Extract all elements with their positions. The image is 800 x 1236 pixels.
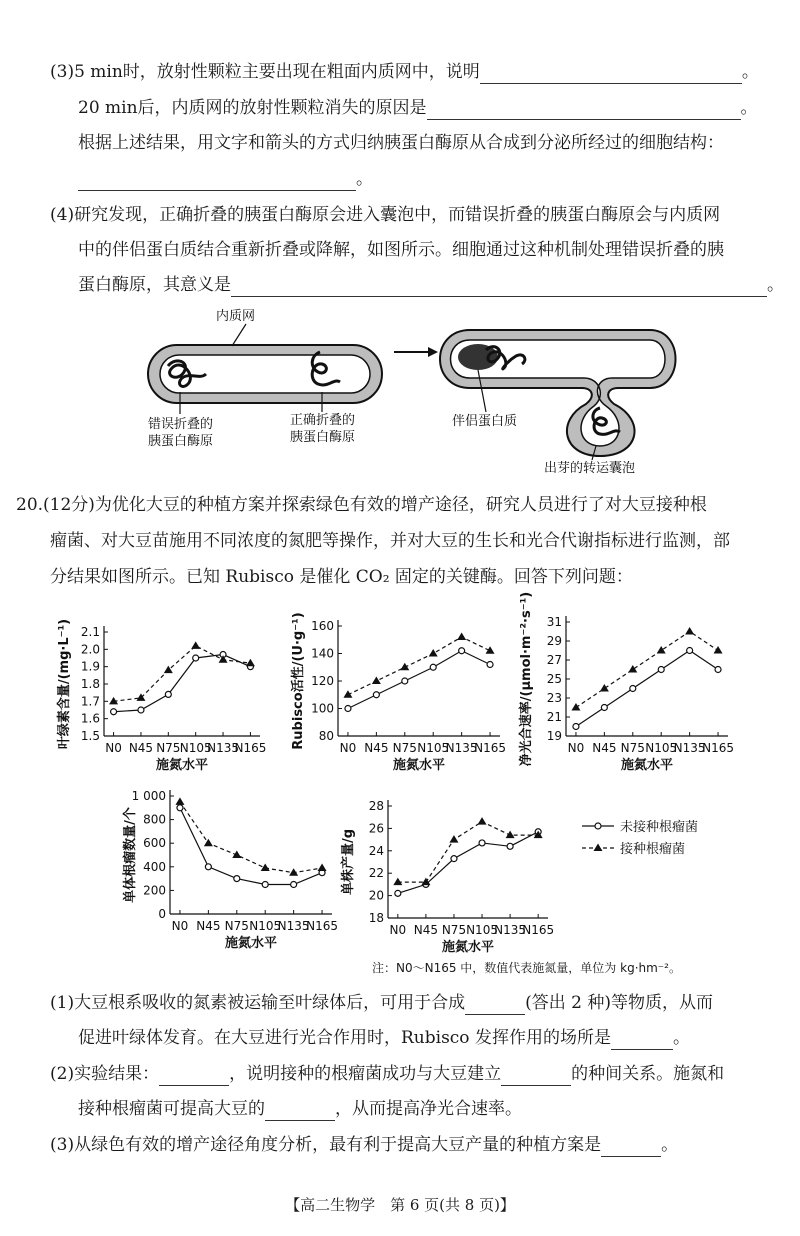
answer-blank[interactable]: [465, 996, 525, 1015]
y-tick-label: 1.5: [80, 729, 100, 743]
y-tick-label: 31: [546, 615, 562, 629]
x-axis-label: 施氮水平: [224, 936, 278, 951]
data-point-inoculated: [136, 693, 145, 701]
x-tick-label: N165: [522, 923, 555, 937]
y-tick-label: 27: [546, 653, 562, 667]
y-tick-label: 2.0: [80, 642, 100, 657]
x-tick-label: N75: [392, 741, 417, 755]
q20-sub1-text1b: (答出 2 种)等物质，从而: [525, 993, 713, 1013]
data-point-uninoculated: [291, 882, 297, 888]
y-tick-label: 600: [143, 836, 166, 851]
data-point-uninoculated: [687, 648, 693, 654]
x-tick-label: N165: [234, 741, 267, 755]
y-tick-label: 1.7: [80, 694, 100, 709]
legend-marker-uninoculated: [595, 823, 601, 829]
data-point-inoculated: [318, 863, 327, 871]
data-point-inoculated: [175, 797, 184, 805]
y-tick-label: 18: [368, 911, 384, 925]
q19-part4-line2: 中的伴侣蛋白质结合重新折叠或降解，如图所示。细胞通过这种机制处理错误折叠的胰: [78, 240, 724, 260]
answer-blank[interactable]: [265, 1102, 335, 1121]
y-tick-label: 28: [368, 799, 384, 813]
y-axis-label: Rubisco活性/(U·g⁻¹): [291, 612, 306, 750]
q20-sub2-text2b: ，从而提高净光合速率。: [335, 1099, 522, 1119]
data-point-inoculated: [191, 641, 200, 649]
data-point-uninoculated: [111, 709, 117, 715]
y-tick-label: 100: [311, 701, 334, 716]
data-point-uninoculated: [430, 664, 436, 670]
series-line-inoculated: [180, 802, 322, 873]
y-tick-label: 24: [368, 843, 384, 858]
period: 。: [767, 275, 784, 295]
x-tick-label: N45: [592, 741, 617, 755]
q20-sub2-text1c: 的种间关系。施氮和: [571, 1064, 725, 1084]
y-axis-label: 单体根瘤数量/个: [123, 807, 138, 903]
data-point-uninoculated: [507, 843, 513, 849]
legend-uninoculated: 未接种根瘤菌: [620, 820, 699, 835]
y-axis-label: 净光合速率/(μmol·m⁻²·s⁻¹): [519, 591, 534, 767]
x-tick-label: N135: [445, 741, 478, 755]
data-point-uninoculated: [165, 691, 171, 697]
q20-sub3-line1: [50, 1133, 678, 1157]
data-point-uninoculated: [479, 840, 485, 846]
y-tick-label: 19: [546, 729, 562, 743]
data-point-uninoculated: [373, 692, 379, 698]
x-tick-label: N75: [620, 741, 645, 755]
q20-sub2-line2: [78, 1097, 522, 1121]
x-tick-label: N0: [567, 741, 585, 755]
chaperone-label: 伴侣蛋白质: [452, 414, 518, 429]
y-tick-label: 26: [368, 821, 384, 836]
data-point-uninoculated: [402, 678, 408, 684]
data-point-uninoculated: [234, 876, 240, 882]
chart-legend: [582, 819, 698, 857]
series-line-uninoculated: [398, 832, 538, 894]
x-tick-label: N135: [673, 741, 706, 755]
x-axis-label: 施氮水平: [392, 758, 446, 773]
x-tick-label: N165: [474, 741, 506, 755]
data-point-inoculated: [343, 690, 352, 698]
q19-part3-line3: 根据上述结果，用文字和箭头的方式归纳胰蛋白酶原从合成到分泌所经过的细胞结构：: [78, 133, 724, 153]
x-axis-label: 施氮水平: [441, 940, 495, 955]
y-tick-label: 1 000: [131, 789, 166, 803]
q20-sub3-text: (3)从绿色有效的增产途径角度分析，最有利于提高大豆产量的种植方案是: [50, 1135, 602, 1155]
q19-part3-text1: (3)5 min时，放射性颗粒主要出现在粗面内质网中，说明: [50, 62, 480, 82]
legend-marker-inoculated: [594, 844, 603, 852]
y-tick-label: 80: [318, 729, 334, 743]
q20-sub2-text1b: ，说明接种的根瘤菌成功与大豆建立: [229, 1064, 502, 1084]
data-point-inoculated: [457, 633, 466, 641]
data-point-uninoculated: [138, 707, 144, 713]
q20-sub1-text1a: (1)大豆根系吸收的氮素被运输至叶绿体后，可用于合成: [50, 993, 466, 1013]
x-tick-label: N105: [417, 741, 450, 755]
legend-inoculated: 接种根瘤菌: [620, 842, 686, 857]
data-point-inoculated: [246, 659, 255, 667]
data-point-uninoculated: [715, 667, 721, 673]
answer-blank[interactable]: [159, 1067, 229, 1086]
data-point-inoculated: [486, 646, 495, 654]
series-line-inoculated: [576, 632, 718, 708]
period: 。: [740, 98, 758, 118]
x-tick-label: N165: [306, 919, 338, 933]
q19-part3-text2: 20 min后，内质网的放射性颗粒消失的原因是: [78, 98, 427, 118]
data-point-uninoculated: [177, 805, 183, 811]
vesicle-label: 出芽的转运囊泡: [544, 461, 636, 476]
misfolded-label-2: 胰蛋白酶原: [148, 434, 214, 449]
answer-blank[interactable]: [601, 1138, 661, 1157]
x-tick-label: N45: [196, 919, 221, 933]
data-point-inoculated: [571, 703, 580, 711]
data-point-inoculated: [261, 863, 270, 871]
x-tick-label: N45: [364, 741, 389, 755]
y-axis-label: 单株产量/g: [341, 828, 356, 896]
data-point-uninoculated: [573, 724, 579, 730]
x-tick-label: N135: [207, 741, 239, 755]
x-tick-label: N75: [156, 741, 181, 755]
y-tick-label: 29: [546, 634, 562, 648]
series-line-uninoculated: [180, 808, 322, 885]
x-tick-label: N135: [277, 919, 310, 933]
data-point-inoculated: [204, 839, 213, 847]
q20-stem-line3: 分结果如图所示。已知 Rubisco 是催化 CO₂ 固定的关键酶。回答下列问题：: [50, 567, 633, 587]
y-tick-label: 23: [546, 691, 562, 705]
data-point-inoculated: [449, 835, 458, 843]
er-label: 内质网: [216, 309, 256, 324]
data-point-inoculated: [478, 817, 487, 825]
y-tick-label: 160: [311, 619, 334, 633]
x-tick-label: N45: [413, 923, 439, 937]
correct-label-2: 胰蛋白酶原: [290, 430, 356, 445]
data-point-uninoculated: [345, 706, 351, 712]
data-point-uninoculated: [395, 890, 401, 896]
x-tick-label: N165: [702, 741, 734, 755]
period: 。: [661, 1135, 679, 1155]
data-point-uninoculated: [601, 705, 607, 711]
data-point-uninoculated: [630, 686, 636, 692]
x-axis-label: 施氮水平: [620, 758, 674, 773]
x-tick-label: N105: [179, 741, 212, 755]
data-point-inoculated: [506, 831, 515, 839]
q20-sub2-text1a: (2)实验结果：: [50, 1064, 160, 1084]
answer-blank[interactable]: [501, 1067, 571, 1086]
y-tick-label: 0: [158, 907, 166, 921]
x-tick-label: N105: [645, 741, 678, 755]
series-line-uninoculated: [576, 651, 718, 727]
data-point-inoculated: [714, 646, 723, 654]
data-point-uninoculated: [262, 882, 268, 888]
x-tick-label: N135: [494, 923, 527, 937]
misfolded-label-1: 错误折叠的: [148, 417, 214, 432]
y-tick-label: 2.1: [80, 625, 100, 639]
y-tick-label: 22: [368, 866, 384, 881]
y-tick-label: 800: [143, 812, 166, 827]
y-tick-label: 1.9: [80, 659, 100, 674]
q20-sub1-line1: [50, 991, 713, 1015]
x-tick-label: N75: [441, 923, 467, 937]
data-point-uninoculated: [193, 655, 199, 661]
page-footer: 【高二生物学 第 6 页(共 8 页)】: [285, 1196, 515, 1214]
q19-part4-line1: (4)研究发现，正确折叠的胰蛋白酶原会进入囊泡中，而错误折叠的胰蛋白酶原会与内质网: [50, 205, 721, 225]
data-point-inoculated: [400, 663, 409, 671]
data-point-inoculated: [393, 878, 402, 886]
q20-sub1-line2: [78, 1026, 690, 1050]
q20-stem-line1: 20.(12分)为优化大豆的种植方案并探索绿色有效的增产途径，研究人员进行了对大豆接种根: [16, 495, 707, 515]
x-tick-label: N75: [224, 919, 249, 933]
data-point-inoculated: [685, 627, 694, 635]
x-axis-label: 施氮水平: [155, 758, 209, 773]
data-point-inoculated: [372, 677, 381, 685]
q20-sub2-text2a: 接种根瘤菌可提高大豆的: [78, 1099, 265, 1119]
series-line-uninoculated: [348, 651, 490, 709]
series-line-uninoculated: [114, 655, 251, 712]
series-line-inoculated: [114, 646, 251, 701]
data-point-inoculated: [289, 868, 298, 876]
y-tick-label: 21: [546, 710, 562, 724]
series-line-inoculated: [398, 822, 538, 882]
data-point-inoculated: [600, 684, 609, 692]
y-tick-label: 400: [143, 859, 166, 874]
figure-note: 注：N0～N165 中，数值代表施氮量，单位为 kg·hm⁻²。: [372, 961, 681, 975]
data-point-inoculated: [628, 665, 637, 673]
y-tick-label: 25: [546, 672, 562, 686]
y-tick-label: 1.8: [80, 677, 100, 691]
data-point-inoculated: [429, 649, 438, 657]
q20-sub1-text2: 促进叶绿体发育。在大豆进行光合作用时，Rubisco 发挥作用的场所是: [78, 1028, 611, 1048]
x-tick-label: N0: [389, 923, 407, 937]
x-tick-label: N45: [128, 741, 154, 755]
y-tick-label: 200: [143, 883, 166, 898]
y-tick-label: 1.6: [80, 711, 100, 726]
y-axis-label: 叶绿素含量/(mg·L⁻¹): [57, 618, 72, 750]
x-tick-label: N0: [105, 741, 122, 755]
data-point-uninoculated: [205, 864, 211, 870]
data-point-uninoculated: [459, 648, 465, 654]
y-tick-label: 120: [311, 674, 334, 688]
data-point-inoculated: [657, 646, 666, 654]
data-point-uninoculated: [487, 662, 493, 668]
x-tick-label: N0: [339, 741, 357, 755]
x-tick-label: N105: [466, 923, 498, 937]
x-tick-label: N105: [249, 919, 282, 933]
q19-part4-text3: 蛋白酶原，其意义是: [78, 275, 231, 295]
y-tick-label: 20: [368, 888, 384, 903]
data-point-uninoculated: [451, 856, 457, 862]
y-tick-label: 140: [311, 646, 334, 661]
data-point-uninoculated: [658, 667, 664, 673]
x-tick-label: N0: [171, 919, 189, 933]
answer-blank[interactable]: [611, 1031, 673, 1050]
q20-stem-line2: 瘤菌、对大豆苗施用不同浓度的氮肥等操作，并对大豆的生长和光合代谢指标进行监测，部: [50, 531, 730, 551]
period: 。: [672, 1028, 690, 1048]
period: 。: [356, 169, 373, 189]
period: 。: [741, 62, 759, 82]
q20-sub2-line1: [50, 1062, 724, 1086]
series-line-inoculated: [348, 637, 490, 695]
correct-label-1: 正确折叠的: [290, 413, 356, 428]
